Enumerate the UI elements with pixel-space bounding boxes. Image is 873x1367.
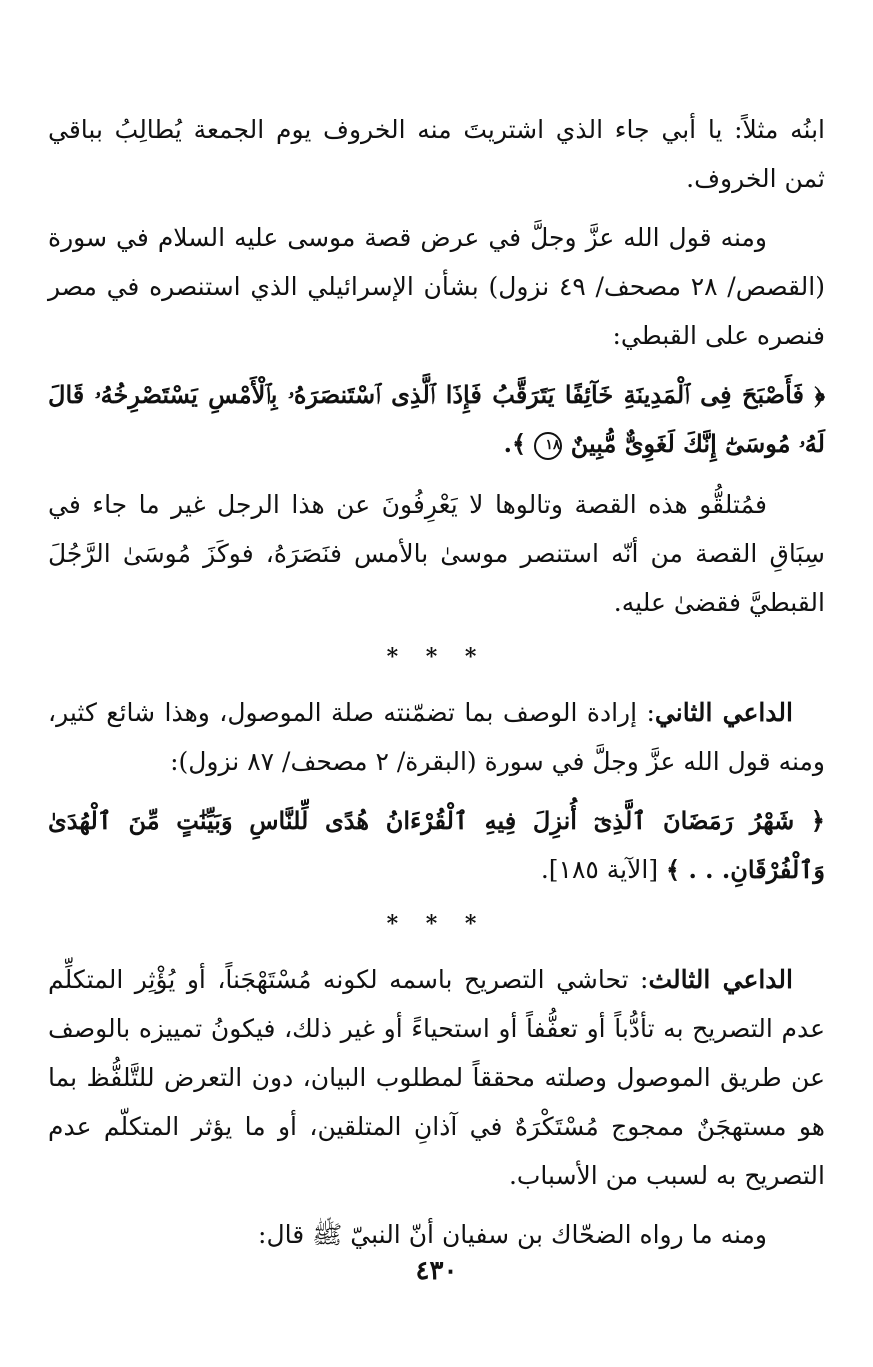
paragraph-6-text: ومنه ما رواه الضحّاك بن سفيان أنّ النبيّ ﷺ قال: bbox=[258, 1220, 767, 1249]
ayah-number-badge: ١٨ bbox=[534, 432, 562, 460]
quran-verse-1 bbox=[48, 370, 825, 468]
verse-2-reference: [الآية ١٨٥]. bbox=[540, 855, 667, 884]
term-second-motive: الداعي الثاني bbox=[654, 698, 793, 727]
paragraph-3-text: فمُتلقُّو هذه القصة وتالوها لا يَعْرِفُونَ عن هذا الرجل غير ما جاء في سِبَاقِ القصة من أنّه استنصر موسىٰ بالأمس فنَصَرَهُ، فوكَزَ مُوسَىٰ الرَّجُلَ القبطيَّ فقضىٰ عليه. bbox=[48, 490, 825, 617]
verse-close-bracket: ﴾. bbox=[503, 429, 535, 458]
section-separator-1: * * * bbox=[386, 644, 487, 670]
page-body bbox=[48, 105, 825, 1259]
verse-open-bracket: ﴿ bbox=[794, 806, 825, 835]
quran-verse-2 bbox=[48, 796, 825, 894]
paragraph-1 bbox=[48, 105, 825, 203]
verse-close-bracket: ﴾ bbox=[666, 855, 689, 884]
verse-2-text: شَهْرُ رَمَضَانَ ٱلَّذِىٓ أُنزِلَ فِيهِ ٱلْقُرْءَانُ هُدًى لِّلنَّاسِ وَبَيِّنَٰتٍ مِّنَ ٱلْهُدَىٰ وَٱلْفُرْقَانِ. . . bbox=[48, 806, 825, 884]
verse-open-bracket: ﴿ bbox=[803, 380, 825, 409]
section-separator-2: * * * bbox=[386, 911, 487, 937]
page-number: ٤٣٠ bbox=[415, 1256, 458, 1286]
paragraph-4 bbox=[48, 688, 825, 786]
paragraph-2 bbox=[48, 213, 825, 360]
paragraph-4-text: : إرادة الوصف بما تضمّنته صلة الموصول، وهذا شائع كثير، ومنه قول الله عزَّ وجلَّ في سورة (البقرة/ ٢ مصحف/ ٨٧ نزول): bbox=[48, 698, 825, 776]
term-third-motive: الداعي الثالث bbox=[648, 965, 793, 994]
paragraph-6 bbox=[48, 1210, 825, 1259]
verse-1-text: فَأَصْبَحَ فِى ٱلْمَدِينَةِ خَآئِفًا يَتَرَقَّبُ فَإِذَا ٱلَّذِى ٱسْتَنصَرَهُۥ بِٱلْأَمْسِ يَسْتَصْرِخُهُۥ قَالَ لَهُۥ مُوسَىٰٓ إِنَّكَ لَغَوِىٌّ مُّبِينٌ bbox=[48, 380, 825, 458]
paragraph-5 bbox=[48, 955, 825, 1200]
paragraph-1-text: ابنُه مثلاً: يا أبي جاء الذي اشتريتَ منه الخروف يوم الجمعة يُطالِبُ بباقي ثمن الخروف. bbox=[48, 115, 825, 193]
paragraph-2-text: ومنه قول الله عزَّ وجلَّ في عرض قصة موسى عليه السلام في سورة (القصص/ ٢٨ مصحف/ ٤٩ نزول) بشأن الإسرائيلي الذي استنصره في مصر فنصره على القبطي: bbox=[48, 223, 825, 350]
paragraph-3 bbox=[48, 480, 825, 627]
paragraph-5-text: : تحاشي التصريح باسمه لكونه مُسْتَهْجَناً، أو يُؤْثِر المتكلِّم عدم التصريح به تأدُّباً أو تعفُّفاً أو استحياءً أو غير ذلك، فيكونُ تمييزه بالوصف عن طريق الموصول وصلته محققاً لمطلوب البيان، دون التعرض للتَّلفُّظ بما هو مستهجَنٌ ممجوج مُسْتَكْرَهٌ في آذانِ المتلقين، أو ما يؤثر المتكلّم عدم التصريح به لسبب من الأسباب. bbox=[48, 965, 825, 1190]
